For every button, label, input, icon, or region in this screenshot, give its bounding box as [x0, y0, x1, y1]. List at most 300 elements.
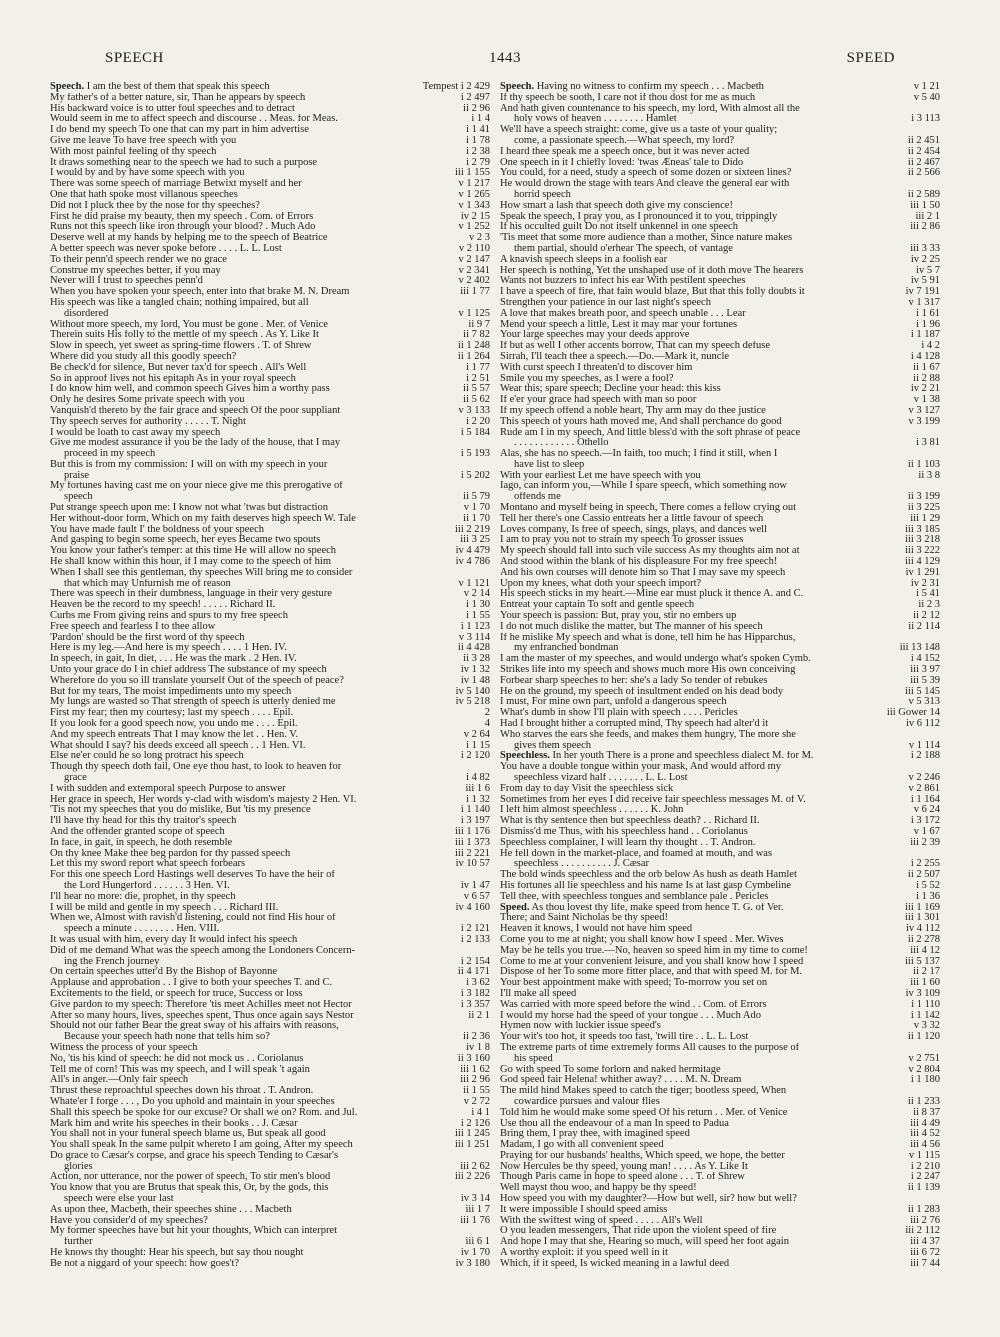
quotation-text: And his own courses will denote him so That I may save my speech [500, 567, 786, 578]
entry-reference: 2 [484, 708, 490, 719]
entry-reference: i 1 96 [916, 319, 940, 330]
entry-reference: iii 1 62 [460, 1064, 490, 1075]
entry-reference: iii 1 29 [910, 513, 940, 524]
entry-line [500, 525, 940, 536]
quotation-text: His speech was like a tangled chain; nothing impaired, but all [50, 297, 309, 308]
entry-line [500, 859, 940, 870]
quotation-text: my enfranched bondman [514, 643, 619, 654]
quotation-text: It were impossible I should speed amiss [500, 1204, 668, 1215]
entry-line [500, 1140, 940, 1151]
entry-line [500, 957, 940, 968]
entry-reference: iii 4 37 [910, 1237, 940, 1248]
quotation-text: If he mislike My speech and what is done, tell him he has Hipparchus, [500, 632, 796, 643]
entry-line [500, 589, 940, 600]
quotation-text: Only he desires Some private speech with you [50, 395, 245, 406]
entry-line [50, 1151, 490, 1162]
entry-line [500, 114, 940, 125]
quotation-text: Never will I trust to speeches penn'd [50, 276, 203, 287]
entry-line [500, 1172, 940, 1183]
quotation-text: If his occulted guilt Do not itself unkennel in one speech [500, 222, 738, 233]
entry-reference: i 2 20 [466, 416, 490, 427]
entry-reference: iii 1 245 [454, 1129, 490, 1140]
entry-line [50, 751, 490, 762]
entry-reference: iii Gower 14 [886, 708, 940, 719]
entry-line [500, 395, 940, 406]
entry-line [50, 492, 490, 503]
quotation-text: Where did you study all this goodly speech? [50, 351, 237, 362]
quotation-text: May be he tells you true.—No, heaven so speed him in my time to come! [500, 945, 808, 956]
quotation-text: Hymen now with luckier issue speed's [500, 1021, 661, 1032]
entry-reference: iii 2 226 [454, 1172, 490, 1183]
quotation-text: I would be loath to cast away my speech [50, 427, 221, 438]
entry-reference: i 4 82 [466, 773, 490, 783]
entry-line [500, 1108, 940, 1119]
entry-reference: v 2 147 [458, 254, 490, 265]
quotation-text: Come you to me at night; you shall know how I speed . Mer. Wives [500, 934, 784, 945]
quotation-text: In speech, in gait, In diet, . . . He was the mark . 2 Hen. IV. [50, 654, 297, 665]
quotation-text: A knavish speech sleeps in a foolish ear [500, 254, 668, 265]
entry-line [50, 417, 490, 428]
entry-reference: ii 2 467 [907, 157, 940, 168]
entry-line [50, 287, 490, 298]
entry-line [500, 298, 940, 309]
entry-reference: ii 9 7 [468, 319, 490, 330]
quotation-text: And hope I may that she, Hearing so much, will speed her foot again [500, 1237, 789, 1248]
entry-line [50, 827, 490, 838]
quotation-text: If you look for a good speech now, you undo me . . . . Epil. [50, 719, 298, 730]
entry-line [50, 168, 490, 179]
entry-reference: i 1 77 [466, 362, 490, 373]
entry-line [50, 600, 490, 611]
quotation-text: If but as well I other accents borrow, That can my speech defuse [500, 341, 770, 352]
entry-reference: i 3 182 [460, 988, 490, 999]
entry-reference: ii 1 233 [907, 1096, 940, 1107]
entry-reference: iii 3 25 [460, 535, 490, 546]
quotation-text: Her grace in speech, Her words y-clad with wisdom's majesty 2 Hen. VI. [50, 794, 357, 805]
quotation-text: I left him almost speechless . . . . . . K. John [500, 805, 684, 816]
entry-line [500, 1216, 940, 1227]
quotation-text: Without more speech, my lord, You must be gone . Mer. of Venice [50, 319, 328, 330]
entry-reference: iv 1 48 [460, 675, 490, 686]
entry-line [500, 1259, 940, 1270]
entry-line [50, 697, 490, 708]
entry-reference: v 2 402 [458, 276, 490, 287]
entry-line [50, 643, 490, 654]
entry-reference: iii 5 137 [904, 956, 940, 967]
quotation-text: You could, for a need, study a speech of some dozen or sixteen lines? [500, 168, 792, 179]
entry-reference: iv 10 57 [455, 859, 490, 870]
entry-reference: i 1 30 [466, 600, 490, 611]
quotation-text: Her speech is nothing, Yet the unshaped use of it doth move The hearers [500, 265, 804, 276]
quotation-text: There was speech in their dumbness, language in their very gesture [50, 589, 332, 600]
entry-reference: i 4 1 [471, 1107, 490, 1118]
quotation-text: When we, Almost with ravish'd listening, could not find His hour of [50, 913, 336, 924]
entry-line [500, 676, 940, 687]
entry-reference: iii 2 112 [905, 1226, 940, 1237]
entry-line [50, 352, 490, 363]
quotation-text: The bold winds speechless and the orb below As hush as death Hamlet [500, 870, 797, 881]
entry-reference: i 3 197 [460, 816, 490, 827]
quotation-text: God speed fair Helena! whither away? . . . . M. N. Dream [500, 1075, 742, 1086]
entry-line [50, 114, 490, 125]
quotation-text: speechless vizard half . . . . . . . L. L. Lost [514, 773, 688, 783]
entry-reference: iii 2 219 [454, 524, 490, 535]
entry-reference: i 2 154 [460, 956, 490, 967]
quotation-text: Free speech and fearless I to thee allow [50, 621, 216, 632]
entry-reference: ii 1 283 [907, 1204, 940, 1215]
quotation-text: disordered [64, 308, 109, 319]
quotation-text: horrid speech [514, 189, 571, 200]
entry-reference: i 2 497 [460, 92, 490, 103]
entry-reference: i 1 123 [460, 621, 490, 632]
entry-reference: iii 1 301 [904, 913, 940, 924]
entry-line [500, 341, 940, 352]
quotation-text: grace [64, 773, 87, 783]
quotation-text: Give pardon to my speech: Therefore 'tis meet Achilles meet not Hector [50, 999, 352, 1010]
entry-line [500, 913, 940, 924]
quotation-text: I am the master of my speeches, and would undergo what's spoken Cymb. [500, 654, 811, 665]
quotation-text: Applause and approbation . . I give to both your speeches T. and C. [50, 978, 333, 989]
entry-reference: i 4 128 [910, 351, 940, 362]
quotation-text: Would seem in me to affect speech and discourse . . Meas. for Meas. [50, 114, 338, 125]
quotation-text: I'll hear no more: die, prophet, in thy speech [50, 891, 236, 902]
quotation-text: Your best appointment make with speed; To-morrow you set on [500, 978, 768, 989]
entry-reference: iii 1 7 [465, 1204, 490, 1215]
entry-reference: i 1 78 [466, 135, 490, 146]
entry-reference: v 2 341 [458, 265, 490, 276]
quotation-text: Tell thee, with speechless tongues and semblance pale . Pericles [500, 891, 769, 902]
entry-line [50, 179, 490, 190]
entry-reference: i 5 41 [916, 589, 940, 600]
entry-reference: iv 2 25 [910, 254, 940, 265]
quotation-text: He knows thy thought: Hear his speech, but say thou nought [50, 1248, 304, 1259]
entry-line [50, 309, 490, 320]
quotation-text: Though thy speech doth fail, One eye thou hast, to look to heaven for [50, 762, 342, 773]
entry-reference: v 1 67 [913, 826, 940, 837]
quotation-text: He fell down in the market-place, and foamed at mouth, and was [500, 848, 773, 859]
quotation-text: Who starves the ears she feeds, and makes them hungry, The more she [500, 729, 796, 740]
entry-line [50, 989, 490, 1000]
entry-reference: iii 7 44 [910, 1258, 940, 1269]
entry-reference: ii 8 37 [913, 1107, 940, 1118]
quotation-text: Here is my leg.—And here is my speech . . . . 1 Hen. IV. [50, 643, 287, 654]
quotation-text: And the offender granted scope of speech [50, 826, 225, 837]
header-right-word: SPEED [846, 50, 895, 66]
entry-line [50, 212, 490, 223]
entry-line [50, 190, 490, 201]
quotation-text: gives them speech [514, 740, 591, 751]
header-left-word: SPEECH [105, 50, 164, 66]
quotation-text: Should not our father Bear the great sway of his affairs with reasons, [50, 1021, 339, 1032]
quotation-text: Wear this; spare speech; Decline your head: this kiss [500, 384, 721, 395]
entry-line [500, 935, 940, 946]
quotation-text: Dispose of her To some more fitter place, and that with speed M. for M. [500, 967, 803, 978]
entry-reference: v 1 317 [908, 297, 940, 308]
quotation-text: Go with speed To some forlorn and naked hermitage [500, 1064, 721, 1075]
quotation-text: Though Paris came in hope to speed alone . . . T. of Shrew [500, 1172, 745, 1183]
entry-reference: i 1 142 [910, 1010, 940, 1021]
entry-line [50, 795, 490, 806]
entry-line [500, 784, 940, 795]
quotation-text: I will be mild and gentle in my speech . . . Richard III. [50, 902, 279, 913]
quotation-text: Therein suits His folly to the mettle of my speech . As Y. Like It [50, 330, 319, 341]
entry-line [500, 1000, 940, 1011]
entry-line [500, 741, 940, 752]
entry-line [50, 708, 490, 719]
entry-reference: iv 1 70 [460, 1248, 490, 1259]
entry-reference: iv 2 21 [910, 384, 940, 395]
quotation-text: All's in anger.—Only fair speech [50, 1075, 189, 1086]
entry-reference: i 1 15 [466, 740, 490, 751]
entry-line [50, 633, 490, 644]
entry-line [50, 838, 490, 849]
quotation-text: When you have spoken your speech, enter into that brake M. N. Dream [50, 287, 350, 298]
entry-reference: v 1 70 [463, 503, 490, 514]
entry-reference: iii 2 39 [910, 837, 940, 848]
entry-reference: v 2 861 [908, 783, 940, 794]
entry-reference: i 1 187 [910, 330, 940, 341]
entry-line [50, 1011, 490, 1022]
quotation-text: Curbs me From giving reins and spurs to my free speech [50, 611, 288, 622]
quotation-text: For this one speech Lord Hastings well deserves To have the heir of [50, 870, 335, 881]
entry-line [500, 1054, 940, 1065]
entry-reference: iii 6 72 [910, 1248, 940, 1259]
quotation-text: So in approof lives not his epitaph As in your royal speech [50, 373, 296, 384]
entry-line [500, 158, 940, 169]
quotation-text: Be check'd for silence, But never tax'd for speech . All's Well [50, 362, 307, 373]
quotation-text: Action, nor utterance, nor the power of speech, To stir men's blood [50, 1172, 331, 1183]
entry-reference: v 3 199 [908, 416, 940, 427]
quotation-text: Montano and myself being in speech, There comes a fellow crying out [500, 503, 797, 514]
quotation-text: Madam, I go with all convenient speed [500, 1140, 664, 1151]
quotation-text: Dismiss'd me Thus, with his speechless hand . . Coriolanus [500, 826, 748, 837]
entry-line [50, 82, 490, 93]
entry-reference: ii 2 36 [463, 1032, 490, 1043]
quotation-text: There; and Saint Nicholas be thy speed! [500, 913, 668, 924]
quotation-text: Come to me at your convenient leisure, and you shall know how I speed [500, 956, 804, 967]
entry-line [50, 1248, 490, 1259]
entry-reference: iv 5 7 [916, 265, 940, 276]
entry-line [50, 1194, 490, 1205]
entry-reference: ii 2 1 [468, 1010, 490, 1021]
entry-line [500, 1248, 940, 1259]
entry-reference: v 3 133 [458, 405, 490, 416]
entry-line [50, 741, 490, 752]
quotation-text: A better speech was never spoke before . . . . L. L. Lost [50, 243, 282, 254]
entry-reference: ii 5 62 [463, 395, 490, 406]
entry-reference: v 1 343 [458, 200, 490, 211]
quotation-text: With the swiftest wing of speed . . . . . All's Well [500, 1215, 703, 1226]
entry-reference: iii 1 176 [454, 826, 490, 837]
entry-reference: iii 3 97 [910, 665, 940, 676]
entry-reference: v 2 804 [908, 1064, 940, 1075]
left-column [50, 82, 490, 1270]
quotation-text: Excitements to the field, or speech for truce, Success or loss [50, 988, 303, 999]
entry-reference: i 3 62 [466, 978, 490, 989]
quotation-text: If thy speech be sooth, I care not if thou dost for me as much [500, 92, 756, 103]
entry-reference: iii 2 86 [910, 222, 940, 233]
quotation-text: What should I say? his deeds exceed all speech . . 1 Hen. VI. [50, 740, 306, 751]
quotation-text: cowardice pursues and valour flies [514, 1096, 660, 1107]
quotation-text: Praying for our husbands' healths, Which speed, we hope, the better [500, 1150, 785, 1161]
entry-reference: iii 1 60 [910, 978, 940, 989]
entry-line [50, 384, 490, 395]
entry-line [50, 330, 490, 341]
quotation-text: I heard thee speak me a speech once, but it was never acted [500, 146, 750, 157]
entry-reference: v 3 127 [908, 405, 940, 416]
entry-line [500, 1129, 940, 1140]
quotation-text: come, a passionate speech.—What speech, my lord? [514, 135, 735, 146]
quotation-text: Do grace to Cæsar's corpse, and grace his speech Tending to Cæsar's [50, 1150, 339, 1161]
entry-line [500, 579, 940, 590]
entry-reference: i 2 120 [460, 751, 490, 762]
entry-reference: v 1 21 [913, 82, 940, 92]
quotation-text: holy vows of heaven . . . . . . . . Hamlet [514, 114, 677, 125]
quotation-text: Speechless complainer, I will learn thy thought . . T. Andron. [500, 837, 756, 848]
entry-line [500, 643, 940, 654]
quotation-text: Sirrah, I'll teach thee a speech.—Do.—Mark it, nuncle [500, 351, 730, 362]
quotation-text: his speed [514, 1053, 553, 1064]
quotation-text: them partial, should o'erhear The speech, of vantage [514, 243, 733, 254]
entry-reference: iv 5 91 [910, 276, 940, 287]
entry-reference: iii 1 6 [465, 783, 490, 794]
quotation-text: After so many hours, lives, speeches spent, Thus once again says Nestor [50, 1010, 354, 1021]
quotation-text: My father's of a better nature, sir, Than he appears by speech [50, 92, 306, 103]
entry-reference: iii 2 1 [915, 211, 940, 222]
quotation-text: 'Tis meet that some more audience than a mother, Since nature makes [500, 233, 793, 244]
quotation-text: Heaven it knows, I would not have him speed [500, 924, 693, 935]
entry-reference: v 1 217 [458, 179, 490, 190]
entry-line [50, 913, 490, 924]
entry-reference: iii 1 76 [460, 1215, 490, 1226]
entry-line [500, 136, 940, 147]
entry-line [50, 978, 490, 989]
quotation-text: It was usual with him, every day It would infect his speech [50, 934, 298, 945]
entry-line [500, 633, 940, 644]
entry-line [50, 1140, 490, 1151]
entry-line [500, 233, 940, 244]
quotation-text: What's dumb in show I'll plain with speech . . . . Pericles [500, 708, 738, 719]
entry-line [50, 460, 490, 471]
quotation-text: Vanquish'd thereto by the fair grace and speech Of the poor suppliant [50, 405, 341, 416]
entry-reference: i 1 36 [916, 891, 940, 902]
quotation-text: Strikes life into my speech and shows much more His own conceiving [500, 665, 796, 676]
entry-line [500, 546, 940, 557]
entry-line [500, 82, 940, 93]
entry-line [500, 320, 940, 331]
quotation-text: Speak the speech, I pray you, as I pronounced it to you, trippingly [500, 211, 778, 222]
entry-reference: ii 1 103 [907, 459, 940, 470]
entry-line [50, 546, 490, 557]
entry-line [500, 816, 940, 827]
entry-reference: i 2 255 [910, 859, 940, 870]
quotation-text: Well mayst thou woo, and happy be thy speed! [500, 1183, 697, 1194]
quotation-text: praise [64, 470, 90, 481]
entry-line [50, 222, 490, 233]
entry-line [50, 320, 490, 331]
entry-reference: ii 1 248 [457, 341, 490, 352]
entry-reference: iii 2 96 [460, 1075, 490, 1086]
headword: Speed. [500, 902, 530, 913]
entry-reference: ii 2 12 [913, 611, 940, 622]
entry-line [500, 557, 940, 568]
entry-line [500, 481, 940, 492]
entry-line [500, 190, 940, 201]
entry-line [500, 1011, 940, 1022]
entry-reference: ii 2 17 [913, 967, 940, 978]
quotation-text: As thou lovest thy life, make speed from hence T. G. of Ver. [529, 902, 784, 913]
entry-reference: iv 5 218 [455, 697, 490, 708]
quotation-text: And my speech entreats That I may know the let . . Hen. V. [50, 729, 299, 740]
entry-line [50, 730, 490, 741]
entry-line [50, 1065, 490, 1076]
entry-reference: v 2 246 [908, 773, 940, 783]
quotation-text: Strengthen your patience in our last night's speech [500, 297, 711, 308]
headword: Speechless. [500, 751, 550, 762]
entry-line [50, 158, 490, 169]
entry-reference: i 4 152 [910, 654, 940, 665]
entry-line [500, 514, 940, 525]
entry-reference: iv 1 47 [460, 880, 490, 891]
entry-reference: ii 1 55 [463, 1086, 490, 1097]
entry-line [50, 374, 490, 385]
quotation-text: You have a double tongue within your mask, And would afford my [500, 762, 782, 773]
quotation-text: speech were else your last [64, 1194, 174, 1205]
quotation-text: Unto your grace do I in chief address The substance of my speech [50, 665, 327, 676]
quotation-text: Now Hercules be thy speed, young man! . . . . As Y. Like It [500, 1161, 748, 1172]
entry-line [50, 266, 490, 277]
entry-reference: iii 1 155 [454, 168, 490, 179]
quotation-text: With your earliest Let me have speech with you [500, 470, 701, 481]
quotation-text: His fortunes all lie speechless and his name Is at last gasp Cymbeline [500, 880, 792, 891]
quotation-text: Slow in speech, yet sweet as spring-time flowers . T. of Shrew [50, 341, 312, 352]
quotation-text: One speech in it I chiefly loved: 'twas Æneas' tale to Dido [500, 157, 744, 168]
quotation-text: Smile you my speeches, as I were a fool? [500, 373, 674, 384]
entry-reference: v 5 40 [913, 92, 940, 103]
entry-reference: i 3 172 [910, 816, 940, 827]
quotation-text: Heaven be the record to my speech! . . . . . Richard II. [50, 600, 276, 611]
quotation-text: If e'er your grace had speech with man so poor [500, 395, 697, 406]
entry-reference: v 5 313 [908, 697, 940, 708]
entry-reference: ii 2 566 [907, 168, 940, 179]
quotation-text: Alas, she has no speech.—In faith, too much; I find it still, when I [500, 449, 778, 460]
entry-line [50, 406, 490, 417]
entry-reference: ii 1 120 [907, 1032, 940, 1043]
entry-reference: iv 1 8 [466, 1042, 490, 1053]
entry-reference: iv 4 479 [455, 546, 490, 557]
quotation-text: First my fear; then my courtesy; last my speech . . . . Epil. [50, 708, 294, 719]
entry-line [50, 1021, 490, 1032]
quotation-text: Mark him and write his speeches in their books . . J. Cæsar [50, 1118, 298, 1129]
entry-reference: i 1 4 [471, 114, 490, 125]
entry-line [50, 622, 490, 633]
entry-line [500, 967, 940, 978]
entry-reference: i 2 247 [910, 1172, 940, 1183]
entry-line [500, 762, 940, 773]
entry-reference: iii 6 1 [465, 1237, 490, 1248]
quotation-text: And gasping to begin some speech, her eyes Became two spouts [50, 535, 321, 546]
entry-line [50, 147, 490, 158]
entry-line [50, 784, 490, 795]
quotation-text: . . . . . . . . . . . . Othello [514, 438, 609, 449]
quotation-text: I do not much dislike the matter, but The manner of his speech [500, 621, 763, 632]
quotation-text: A love that makes breath poor, and speech unable . . . Lear [500, 308, 746, 319]
entry-line [50, 773, 490, 784]
entry-reference: iii 5 145 [904, 686, 940, 697]
quotation-text: Your large speeches may your deeds approve [500, 330, 690, 341]
entry-reference: v 2 64 [463, 729, 490, 740]
entry-reference: v 6 57 [463, 891, 490, 902]
